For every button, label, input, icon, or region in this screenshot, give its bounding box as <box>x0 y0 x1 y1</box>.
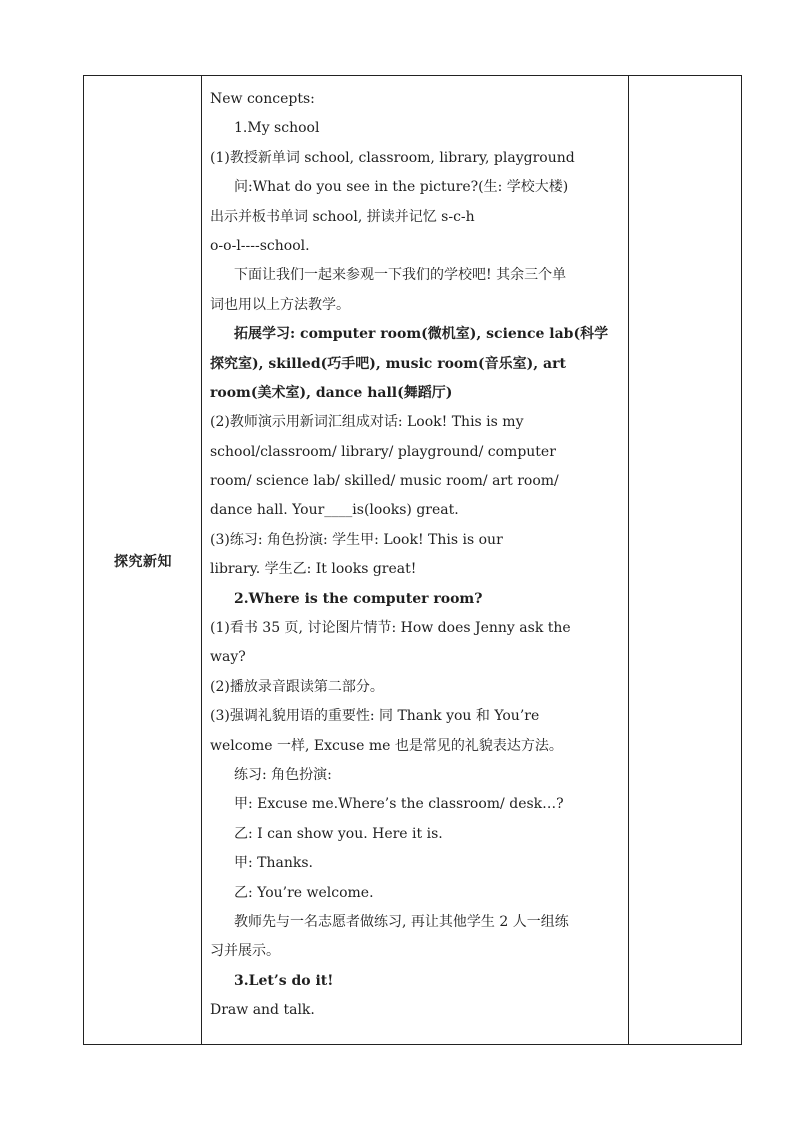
content-line: (2)教师演示用新词汇组成对话: Look! This is my <box>210 414 524 431</box>
dialogue-line: 乙: I can show you. Here it is. <box>234 825 443 842</box>
content-line: (1)教授新单词 school, classroom, library, playground <box>210 149 575 166</box>
lesson-content <box>210 85 624 1026</box>
dialogue-line: 乙: You’re welcome. <box>234 884 374 901</box>
content-line: dance hall. Your____is(looks) great. <box>210 502 459 519</box>
extension-line: 拓展学习: computer room(微机室), science lab(科学 <box>234 326 609 343</box>
content-line: library. 学生乙: It looks great! <box>210 561 417 578</box>
content-line: (1)看书 35 页, 讨论图片情节: How does Jenny ask the <box>210 620 571 637</box>
content-line: (3)强调礼貌用语的重要性: 同 Thank you 和 You’re <box>210 708 540 725</box>
content-line: welcome 一样, Excuse me 也是常见的礼貌表达方法。 <box>210 737 563 754</box>
content-line: room/ science lab/ skilled/ music room/ art room/ <box>210 473 559 490</box>
section-label-cell <box>84 76 202 1044</box>
content-line: 教师先与一名志愿者做练习, 再让其他学生 2 人一组练 <box>234 913 569 930</box>
content-line: 问:What do you see in the picture?(生: 学校大楼) <box>234 179 569 196</box>
content-line: 出示并板书单词 school, 拼读并记忆 s-c-h <box>210 208 475 225</box>
extension-line: 探究室), skilled(巧手吧), music room(音乐室), art <box>210 355 566 372</box>
notes-cell <box>629 76 741 1044</box>
heading-computer-room: 2.Where is the computer room? <box>234 590 483 607</box>
content-line: 练习: 角色扮演: <box>234 766 332 783</box>
section-label: 探究新知 <box>114 554 172 570</box>
content-line: (3)练习: 角色扮演: 学生甲: Look! This is our <box>210 531 503 548</box>
dialogue-line: 甲: Thanks. <box>234 855 314 872</box>
extension-line: room(美术室), dance hall(舞蹈厅) <box>210 384 453 401</box>
lesson-plan-table <box>83 75 742 1045</box>
heading-my-school: 1.My school <box>234 120 320 137</box>
content-line: Draw and talk. <box>210 1002 315 1019</box>
content-cell <box>202 76 629 1044</box>
content-line: o-o-l----school. <box>210 237 310 254</box>
content-line: 下面让我们一起来参观一下我们的学校吧! 其余三个单 <box>234 267 567 284</box>
content-line: 习并展示。 <box>210 943 280 960</box>
content-line: (2)播放录音跟读第二部分。 <box>210 678 384 695</box>
dialogue-line: 甲: Excuse me.Where’s the classroom/ desk…? <box>234 796 564 813</box>
content-line: way? <box>210 649 246 666</box>
content-line: New concepts: <box>210 91 315 107</box>
content-line: school/classroom/ library/ playground/ computer <box>210 443 556 460</box>
content-line: 词也用以上方法教学。 <box>210 296 350 313</box>
heading-lets-do-it: 3.Let’s do it! <box>234 972 334 989</box>
